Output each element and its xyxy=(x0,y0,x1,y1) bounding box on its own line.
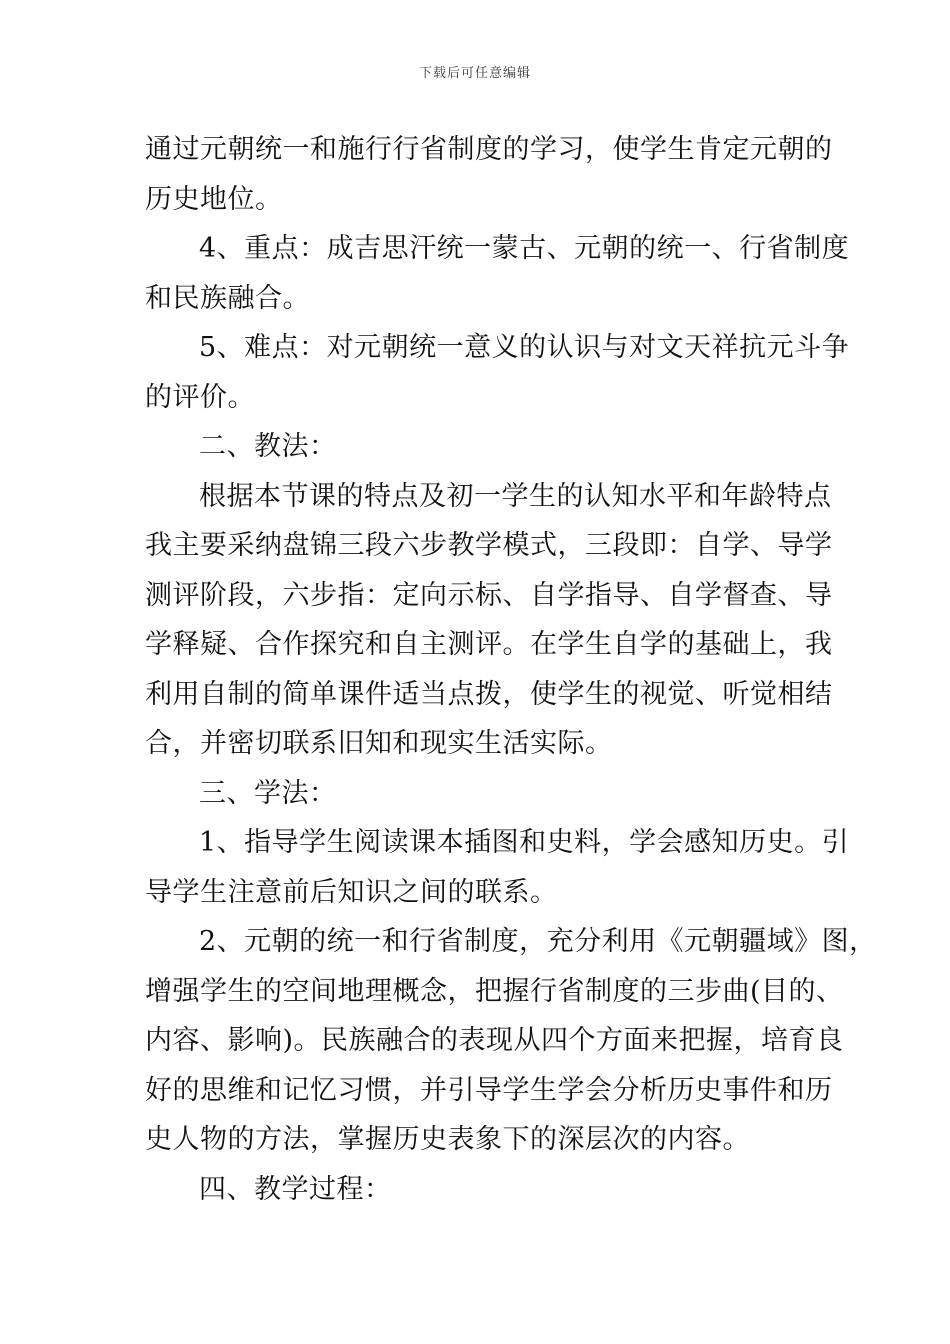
page-header: 下载后可任意编辑 xyxy=(418,66,531,81)
text-line: 测评阶段，六步指：定向示标、自学指导、自学督查、导 xyxy=(145,579,833,611)
text-line: 5、难点：对元朝统一意义的认识与对文天祥抗元斗争 xyxy=(199,332,850,363)
text-line: 利用自制的简单课件适当点拨，使学生的视觉、听觉相结 xyxy=(145,678,833,710)
text-line: 我主要采纳盘锦三段六步教学模式，三段即：自学、导学 xyxy=(145,530,833,561)
text-line: 学释疑、合作探究和自主测评。在学生自学的基础上，我 xyxy=(145,629,833,660)
text-line: 好的思维和记忆习惯，并引导学生学会分析历史事件和历 xyxy=(145,1074,833,1106)
text-line: 的评价。 xyxy=(145,381,255,413)
text-line: 4、重点：成吉思汗统一蒙古、元朝的统一、行省制度 xyxy=(199,233,850,264)
text-line: 增强学生的空间地理概念，把握行省制度的三步曲(目的、 xyxy=(145,975,844,1007)
text-line: 历史地位。 xyxy=(145,183,283,215)
document-body xyxy=(145,125,877,1214)
text-line: 和民族融合。 xyxy=(145,282,310,314)
text-line: 通过元朝统一和施行行省制度的学习，使学生肯定元朝的 xyxy=(145,134,833,165)
text-line: 三、学法： xyxy=(199,777,337,809)
text-line: 二、教法： xyxy=(199,431,337,462)
text-line: 导学生注意前后知识之间的联系。 xyxy=(145,876,558,908)
text-line: 1、指导学生阅读课本插图和史料，学会感知历史。引 xyxy=(199,827,850,858)
text-line: 2、元朝的统一和行省制度，充分利用《元朝疆域》图， xyxy=(199,926,877,957)
text-line: 根据本节课的特点及初一学生的认知水平和年龄特点 xyxy=(199,480,832,512)
text-line: 史人物的方法，掌握历史表象下的深层次的内容。 xyxy=(145,1124,750,1155)
text-line: 合，并密切联系旧知和现实生活实际。 xyxy=(145,728,613,759)
text-line: 内容、影响)。民族融合的表现从四个方面来把握，培育良 xyxy=(145,1025,844,1056)
text-line: 四、教学过程： xyxy=(199,1173,392,1205)
